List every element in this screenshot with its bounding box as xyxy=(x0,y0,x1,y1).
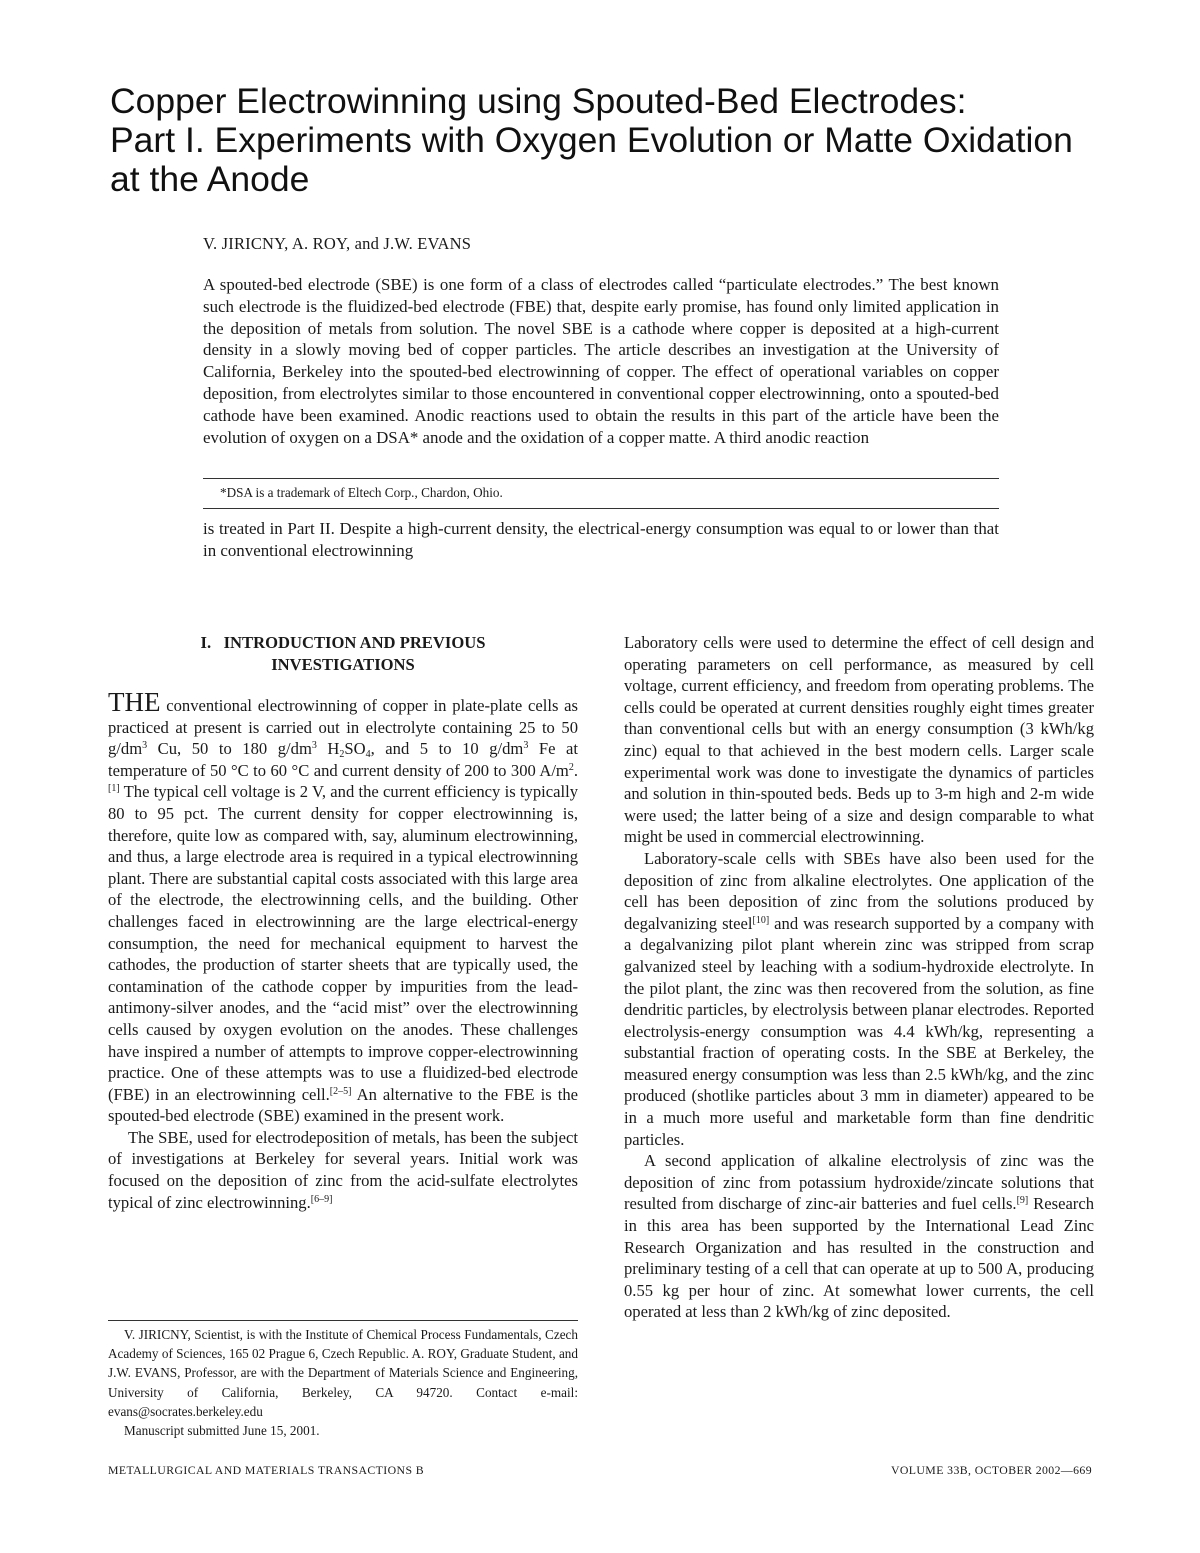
title-line: Part I. Experiments with Oxygen Evolution or Matte Oxidation xyxy=(110,120,1073,160)
text-run: Fe at temperature of 50 °C to 60 °C and current density of 200 to 300 A/m xyxy=(108,739,578,780)
drop-cap: THE xyxy=(108,687,161,717)
journal-name: METALLURGICAL AND MATERIALS TRANSACTIONS B xyxy=(108,1463,425,1477)
subscript: 2 xyxy=(339,749,345,761)
intro-paragraph-2 xyxy=(108,1127,578,1213)
intro-paragraph-1 xyxy=(108,687,578,1127)
citation-ref: [10] xyxy=(752,914,770,926)
right-paragraph-3 xyxy=(624,1150,1094,1323)
abstract-part-1: A spouted-bed electrode (SBE) is one form of a class of electrodes called “particulate electrodes.” The best known such electrode is the fluidized-bed electrode (FBE) that, despite early promise, has found only limited application in the deposition of metals from solution. The novel SBE is a cathode where copper is deposited at a high-current density in a slowly moving bed of copper particles. The article describes an investigation at the University of California, Berkeley into the spouted-bed electrowinning of copper. The effect of operational variables on copper deposition, from electrolytes similar to those encountered in conventional copper electrowinning, onto a spouted-bed cathode have been examined. Anodic reactions used to obtain the results in this part of the article have been the evolution of oxygen on a DSA* anode and the oxidation of a copper matte. A third anodic reaction xyxy=(203,275,999,447)
superscript: 3 xyxy=(142,740,148,752)
superscript: 3 xyxy=(311,740,317,752)
text-run: , and 5 to 10 g/dm xyxy=(370,739,524,759)
affiliation-rule xyxy=(108,1320,578,1321)
citation-ref: [1] xyxy=(108,783,120,795)
superscript: 2 xyxy=(568,761,574,773)
manuscript-date: Manuscript submitted June 15, 2001. xyxy=(124,1423,320,1439)
right-paragraph-2 xyxy=(624,848,1094,1150)
superscript: 3 xyxy=(523,740,529,752)
abstract-part-2: is treated in Part II. Despite a high-current density, the electrical-energy consumption was equal to or lower than that in conventional electrowinning xyxy=(203,519,999,560)
text-run: H xyxy=(316,739,340,759)
title-line: Copper Electrowinning using Spouted-Bed Electrodes: xyxy=(110,81,967,121)
text-run: . xyxy=(573,760,578,780)
left-column xyxy=(108,687,578,1213)
right-paragraph-1: Laboratory cells were used to determine the effect of cell design and operating parameters on cell performance, as measured by cell voltage, current efficiency, and freedom from operating problems. The cells could be operated at current densities roughly eight times greater than conventional cells but with an energy consumption (3 kWh/kg zinc) equal to that achieved in the best modern cells. Larger scale experimental work was done to investigate the dynamics of particles and solution in thin-spouted beds. Beds up to 3-m high and 2-m wide were used; the latter being of a size and design comparable to what might be used in commercial electrowinning. xyxy=(624,633,1094,847)
author-list: V. JIRICNY, A. ROY, and J.W. EVANS xyxy=(203,234,472,253)
citation-ref: [2–5] xyxy=(329,1085,352,1097)
author-affiliation xyxy=(108,1325,578,1440)
text-run: conventional electrowinning of copper in plate-plate cells as practiced at present is carried out in electrolyte containing 25 to 50 g/dm xyxy=(108,696,578,759)
text-run: The SBE, used for electrodeposition of metals, has been the subject of investigations at Berkeley for several years. Initial work was focused on the deposition of zinc from the acid-sulfate electrolytes typical of zinc electrowinning. xyxy=(108,1127,578,1212)
text-run: Research in this area has been supported by the International Lead Zinc Research Organization and has resulted in the construction and preliminary testing of a cell that can operate at up to 500 A, producing 0.55 kg per hour of zinc. At somewhat lower currents, the cell operated at less than 2 kWh/kg of zinc deposited. xyxy=(624,1194,1094,1322)
text-run: An alternative to the FBE is the spouted-bed electrode (SBE) examined in the present work. xyxy=(108,1084,578,1126)
article-title xyxy=(110,82,1110,199)
section-number: I. xyxy=(200,633,212,652)
citation-ref: [6–9] xyxy=(310,1193,333,1205)
dsa-footnote: *DSA is a trademark of Eltech Corp., Chardon, Ohio. xyxy=(220,485,503,500)
right-column xyxy=(624,632,1094,1323)
footnote-rule-bottom xyxy=(203,508,999,509)
volume-page: VOLUME 33B, OCTOBER 2002—669 xyxy=(890,1463,1092,1477)
footnote-rule-top xyxy=(203,478,999,479)
section-heading xyxy=(108,632,578,675)
title-line: at the Anode xyxy=(110,159,310,199)
text-run: Laboratory-scale cells with SBEs have also been used for the deposition of zinc from alkaline electrolytes. One application of the cell has been deposition of zinc from the solutions produced by degalvanizing steel xyxy=(624,848,1094,933)
affiliation-text: V. JIRICNY, Scientist, is with the Institute of Chemical Process Fundamentals, Czech Academy of Sciences, 165 02 Prague 6, Czech Republic. A. ROY, Graduate Student, and J.W. EVANS, Professor, are with the Department of Materials Science and Engineering, University of California, Berkeley, CA 94720. Contact e-mail: evans@socrates.berkeley.edu xyxy=(108,1327,578,1419)
text-run: A second application of alkaline electrolysis of zinc was the deposition of zinc from potassium hydroxide/zincate solutions that resulted from discharge of zinc-air batteries and fuel cells. xyxy=(624,1151,1094,1214)
citation-ref: [9] xyxy=(1016,1195,1029,1207)
section-title-line2: INVESTIGATIONS xyxy=(271,654,415,674)
section-title-line1: INTRODUCTION AND PREVIOUS xyxy=(223,633,486,652)
text-run: Cu, 50 to 180 g/dm xyxy=(147,739,312,759)
subscript: 4 xyxy=(365,749,371,761)
text-run: The typical cell voltage is 2 V, and the current efficiency is typically 80 to 95 pct. The current density for copper electrowinning is, therefore, quite low as compared with, say, aluminum electrowinning, and thus, a large electrode area is required in a typical electrowinning plant. There are substantial capital costs associated with this large area of the electrode, the electrowinning cells, and the building. Other challenges faced in electrowinning are the large electrical-energy consumption, the need for mechanical equipment to harvest the cathodes, the production of starter sheets that are typically used, the contamination of the cathode copper by impurities from the lead-antimony-silver anodes, and the “acid mist” over the electrowinning cells caused by oxygen evolution on the anodes. These challenges have inspired a number of attempts to improve copper-electrowinning practice. One of these attempts was to use a fluidized-bed electrode (FBE) in an electrowinning cell. xyxy=(108,782,578,1104)
text-run: and was research supported by a company with a degalvanizing pilot plant wherein zinc was stripped from scrap galvanized steel by leaching with a sodium-hydroxide electrolyte. In the pilot plant, the zinc was then recovered from the solution, as fine dendritic particles, by electrolysis between planar electrodes. Reported electrolysis-energy consumption was 4.4 kWh/kg, representing a substantial fraction of operating costs. In the SBE at Berkeley, the measured energy consumption was less than 2.5 kWh/kg, and the zinc produced (shotlike particles about 3 mm in diameter) appeared to be in a much more useful and marketable form than fine dendritic particles. xyxy=(624,913,1094,1149)
text-run: SO xyxy=(344,739,366,759)
